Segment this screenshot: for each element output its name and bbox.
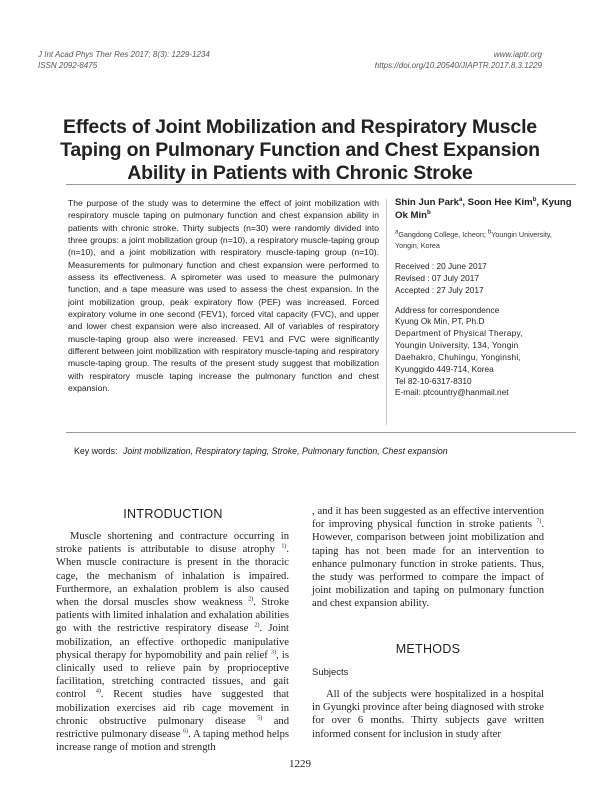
journal-website[interactable]: www.iaptr.org [493,50,542,59]
introduction-paragraph: Muscle shortening and contracture occurring in stroke patients is attributable to disuse atrophy $^{1)}$. When muscle contracture is present in the thoracic cage, the mechanism of inhalation is impaired. Furthermore, an exhalation problem is also caused when the dorsal muscles show weakness $^{2)}$. Stroke patients with limited inhalation and exhalation abilities go with the restrictive respiratory disease $^{2)}$. Joint mobilization, an effective orthopedic manipulative physical therapy for hypomobility and pain relief $^{3)}$, is clinically used to relieve pain by proprioceptive facilitation, stretching contracted tissues, and gait control $^{4)}$. Recent studies have suggested that mobilization exercises aid rib cage movement in chronic obstructive pulmonary disease $^{5)}$ and restrictive pulmonary disease $^{6)}$. A taping method helps increase range of motion and strength [56,531,290,754]
citation[interactable]: 2) [248,596,254,603]
author-info [395,197,575,399]
citation[interactable]: 5) [257,715,263,722]
introduction-continuation: , and it has been suggested as an effective intervention for improving physical function in stroke patients $^{7)}$. However, comparison between joint mobilization and taping has not been made for an intervention to enhance pulmonary function in stroke patients. Thus, the study was performed to compare the impact of joint mobilization and taping on pulmonary function and chest expansion ability. [312,506,544,610]
top-divider [66,184,576,185]
affiliation-mark: b [487,229,492,236]
methods-paragraph: All of the subjects were hospitalized in a hospital in Gyungki province after being diagnosed with stroke for over 6 months. Thirty subjects gave written informed consent for inclusion in study after [312,689,544,740]
keywords [74,445,584,475]
abstract-text: The purpose of the study was to determine the effect of joint mobilization with respiratory muscle taping on pulmonary function and chest expansion ability in patients with chronic stroke. Thirty subjects (n=30) were randomly divided into three groups: a joint mobilization group (n=10), a respiratory muscle-taping group (n=10), and a joint mobilization with respiratory muscle-taping group (n=10). Measurements for pulmonary function and chest expansion were performed to assess its effectiveness. A spirometer was used to measure the pulmonary function, and a tape measure was used to assess the chest expansion. In the joint mobilization group, peak expiratory flow (PEF) was increased. Forced expiratory volume in one second (FEV1), forced vital capacity (FVC), and upper and lower chest expansion were also increased. All of variables of respiratory muscle-taping group also were increased. FEV1 and FVC were significantly different between joint mobilization with respiratory muscle-taping and respiratory muscle-taping group. The results of the present study suggest that mobilization with respiratory muscle taping increase the pulmonary function and chest expansion. [68,198,379,394]
affiliation-line: Youngin University, Yongin, Korea [395,230,552,250]
affiliation-mark: b [426,209,431,216]
citation[interactable]: 1) [281,543,287,550]
accepted-date: Accepted : 27 July 2017 [395,285,484,295]
corr-address-line: Daehakro, Chuhingu, Yonginshi, [395,351,522,362]
corr-address-line: Youngin University, 134, Yongin [395,339,519,350]
correspondence-heading: Address for correspondence [395,305,500,315]
keywords-label: Key words: [74,446,118,456]
affiliation-mark: a [395,229,399,236]
subjects-subheading: Subjects [312,667,349,678]
corr-tel: Tel 82-10-6317-8310 [395,375,472,386]
introduction-heading: INTRODUCTION [123,507,223,521]
introduction-col-right [312,505,544,611]
page-number: 1229 [289,758,311,770]
revised-date: Revised : 07 July 2017 [395,273,479,283]
corr-dept: Department of Physical Therapy, [395,327,523,338]
methods-paragraph-block [312,688,544,741]
issn: ISSN 2092-8475 [38,61,98,70]
article-dates [395,260,575,296]
journal-citation: J Int Acad Phys Ther Res 2017; 8(3): 1229-1234 [38,50,210,59]
affiliation-mark: a [458,196,463,203]
author-name: Kyung Ok Min [395,197,572,221]
author-name: Shin Jun Park [395,197,459,208]
affiliation-line: Gangdong College, Icheon; [398,230,488,239]
doi-link[interactable]: https://doi.org/10.20540/JIAPTR.2017.8.3.1229 [374,61,542,70]
corr-name: Kyung Ok Min, PT, Ph.D [395,316,485,326]
methods-heading: METHODS [395,642,461,656]
received-date: Received : 20 June 2017 [395,261,487,271]
keywords-text: Joint mobilization, Respiratory taping, Stroke, Pulmonary function, Chest expansion [123,446,448,456]
corr-email[interactable]: E-mail: ptcountry@hanmail.net [395,387,509,398]
introduction-col-left [56,530,289,754]
author-name: Soon Hee Kim [467,197,533,208]
citation[interactable]: 2) [254,622,260,629]
affiliation-mark: b [532,196,537,203]
citation[interactable]: 4) [95,688,101,695]
author-list: Shin Jun Park$^a$, Soon Hee Kim$^b$, Kyung Ok Min$^b$ [395,196,572,221]
citation[interactable]: 3) [271,649,277,656]
column-divider [386,199,387,425]
correspondence-address [395,316,575,399]
affiliation [395,230,575,251]
abstract [68,197,379,395]
citation[interactable]: 7) [536,518,542,525]
citation[interactable]: 6) [183,728,189,735]
bottom-divider [66,432,576,433]
corr-address-line: Kyunggido 449-714, Korea [395,363,494,374]
article-title: Effects of Joint Mobilization and Respiratory Muscle Taping on Pulmonary Function and Chest Expansion Ability in Patients with Chronic Stroke [60,116,540,184]
